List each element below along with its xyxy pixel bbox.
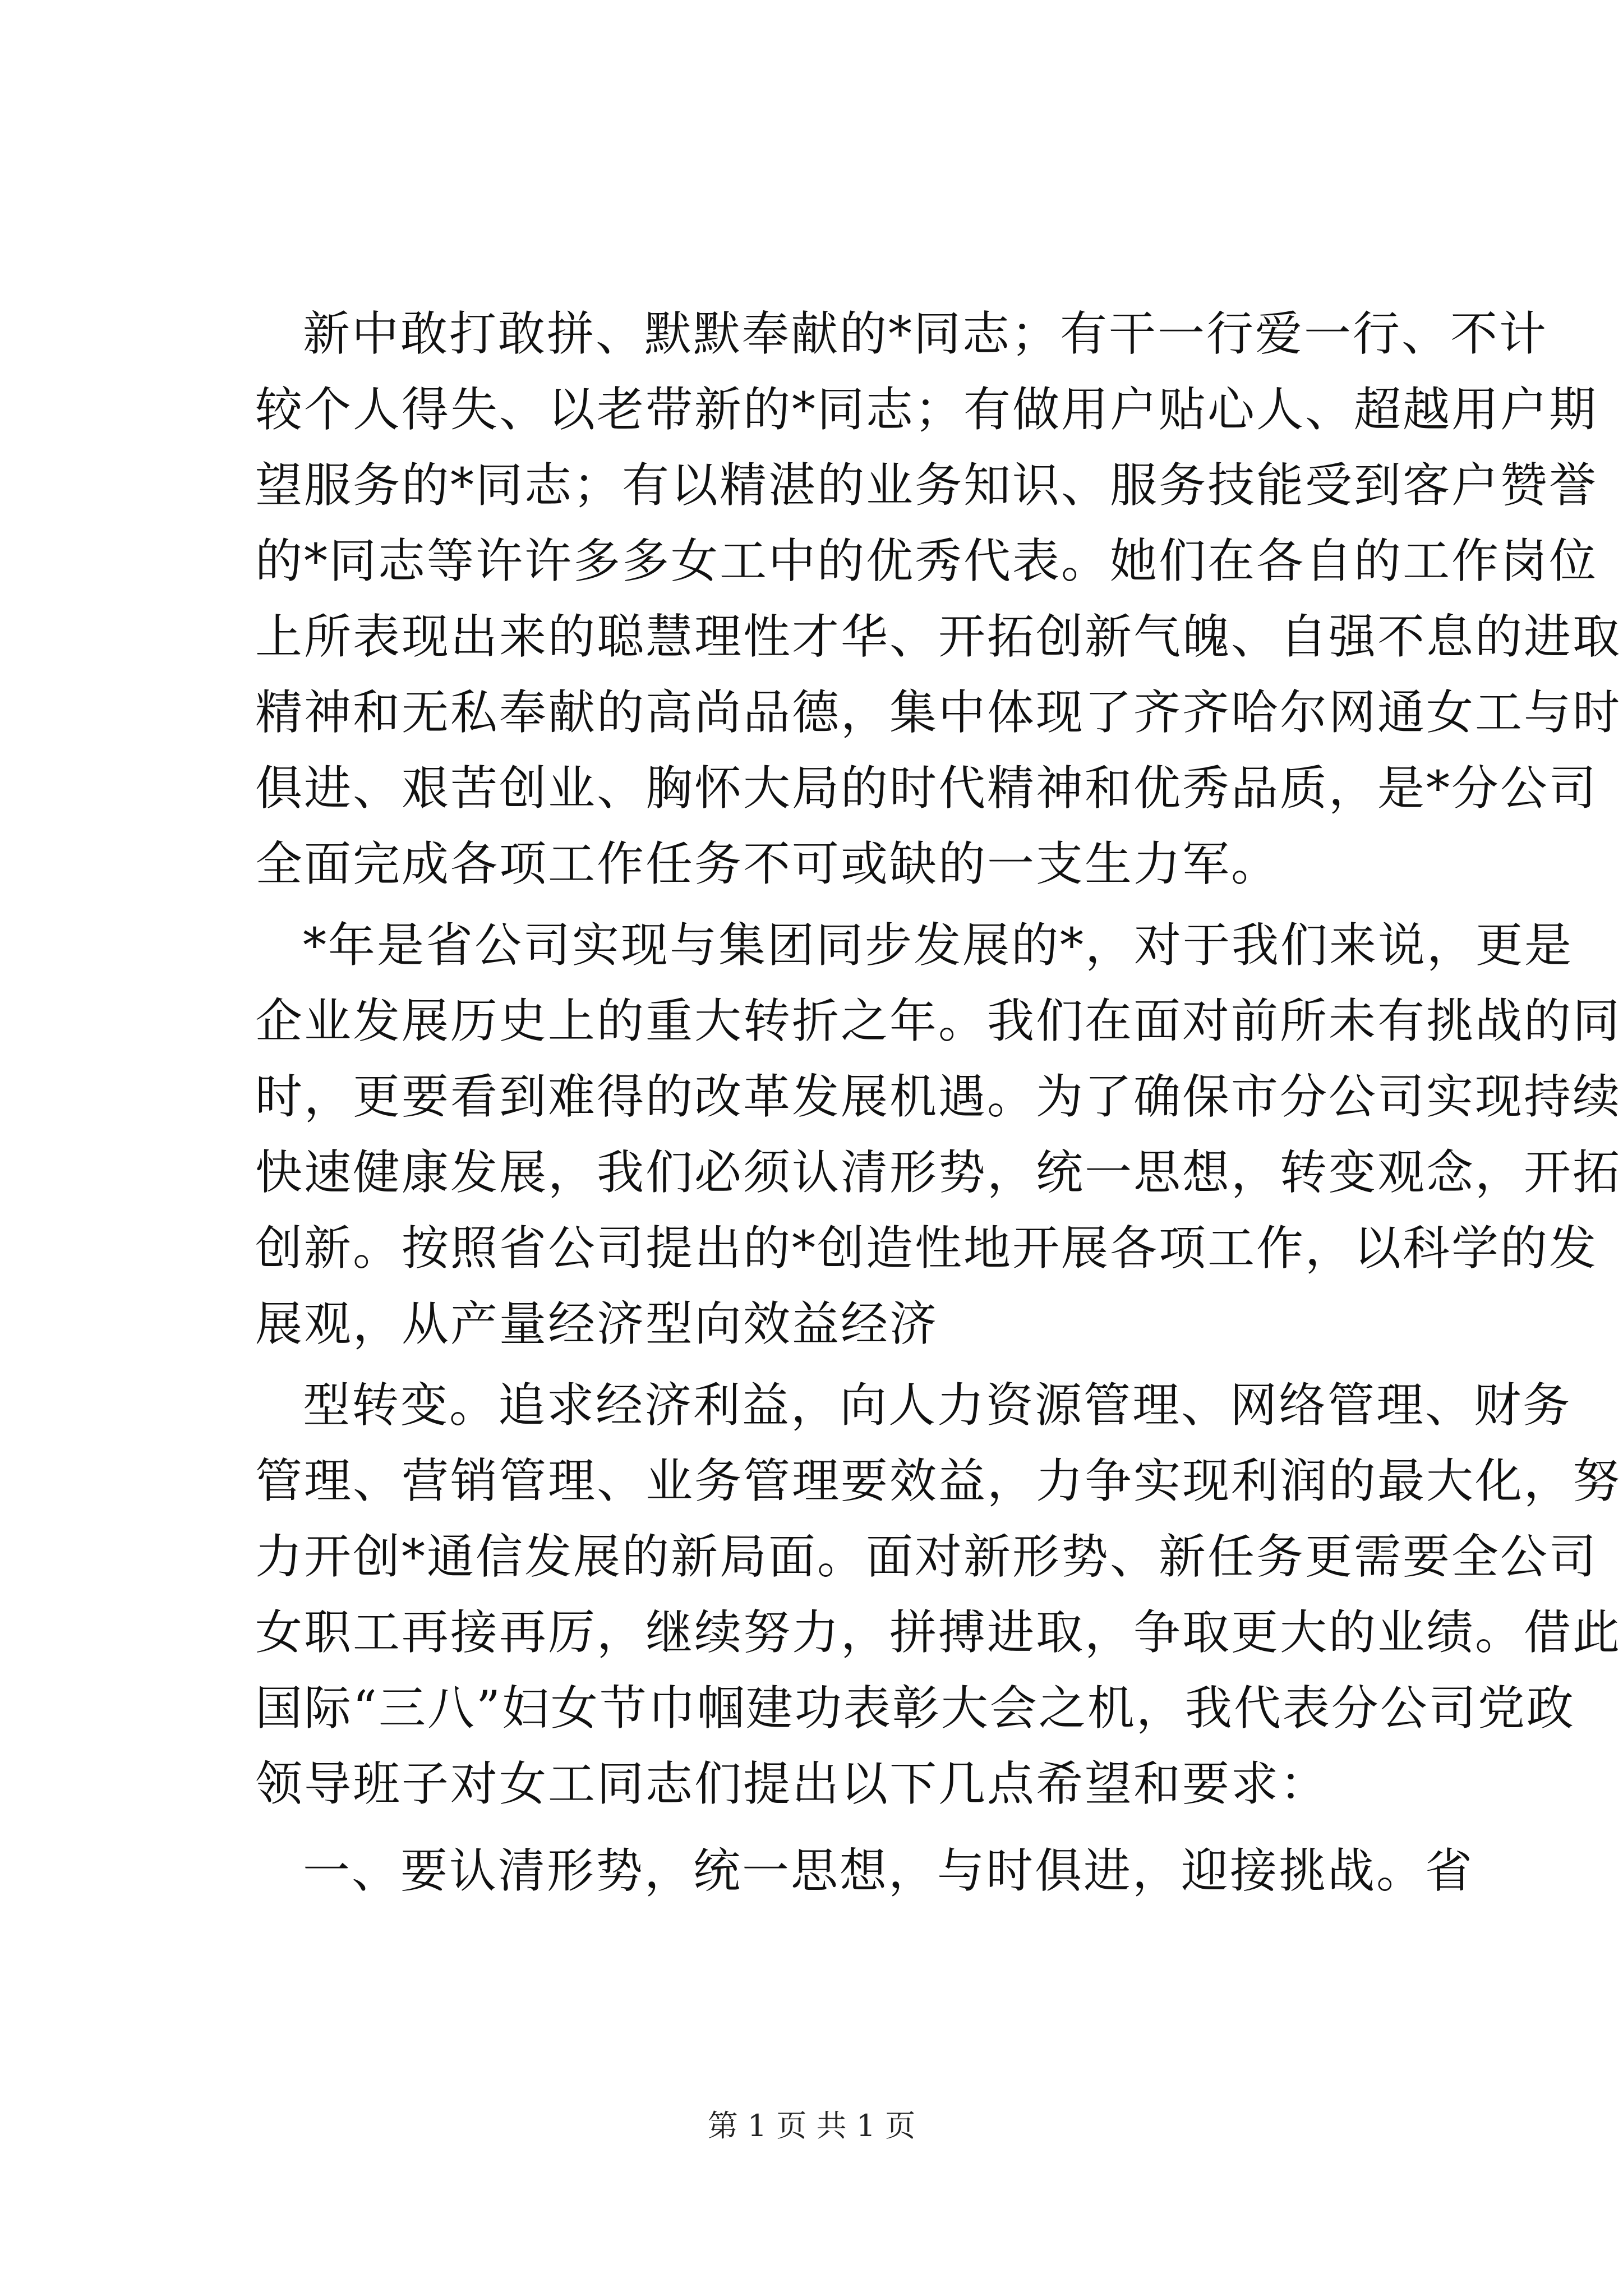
body-text-line: 上所表现出来的聪慧理性才华、开拓创新气魄、自强不息的进取: [255, 609, 1622, 664]
body-text-line: 全面完成各项工作任务不可或缺的一支生力军。: [255, 836, 1280, 891]
body-text-line: 力开创*通信发展的新局面。面对新形势、新任务更需要全公司: [255, 1529, 1598, 1584]
body-text-line: 的*同志等许许多多女工中的优秀代表。她们在各自的工作岗位: [255, 533, 1598, 588]
body-text-line: *年是省公司实现与集团同步发展的*，对于我们来说，更是: [303, 918, 1574, 973]
body-text-line: 快速健康发展，我们必须认清形势，统一思想，转变观念，开拓: [255, 1145, 1622, 1200]
body-text-line: 较个人得失、以老带新的*同志；有做用户贴心人、超越用户期: [255, 382, 1598, 437]
body-text-line: 企业发展历史上的重大转折之年。我们在面对前所未有挑战的同: [255, 993, 1622, 1048]
body-text-line: 精神和无私奉献的高尚品德，集中体现了齐齐哈尔网通女工与时: [255, 685, 1622, 740]
body-text-line: 创新。按照省公司提出的*创造性地开展各项工作，以科学的发: [255, 1221, 1598, 1276]
body-text-line: 女职工再接再厉，继续努力，拼搏进取，争取更大的业绩。借此: [255, 1605, 1622, 1660]
body-text-line: 领导班子对女工同志们提出以下几点希望和要求：: [255, 1756, 1329, 1811]
body-text-line: 展观，从产量经济型向效益经济: [255, 1296, 939, 1351]
body-text-line: 俱进、艰苦创业、胸怀大局的时代精神和优秀品质，是*分公司: [255, 761, 1598, 816]
body-text-line: 一、要认清形势，统一思想，与时俱进，迎接挑战。省: [303, 1843, 1474, 1898]
body-text-line: 国际“三八”妇女节巾帼建功表彰大会之机，我代表分公司党政: [255, 1681, 1575, 1736]
body-text-line: 望服务的*同志；有以精湛的业务知识、服务技能受到客户赞誉: [255, 458, 1598, 513]
body-text-line: 型转变。追求经济利益，向人力资源管理、网络管理、财务: [303, 1378, 1572, 1433]
body-text-line: 新中敢打敢拼、默默奉献的*同志；有干一行爱一行、不计: [303, 306, 1548, 361]
body-text-line: 时，更要看到难得的改革发展机遇。为了确保市分公司实现持续: [255, 1069, 1622, 1124]
page-footer: 第 1 页 共 1 页: [707, 2108, 916, 2143]
body-text-line: 管理、营销管理、业务管理要效益，力争实现利润的最大化，努: [255, 1453, 1622, 1508]
